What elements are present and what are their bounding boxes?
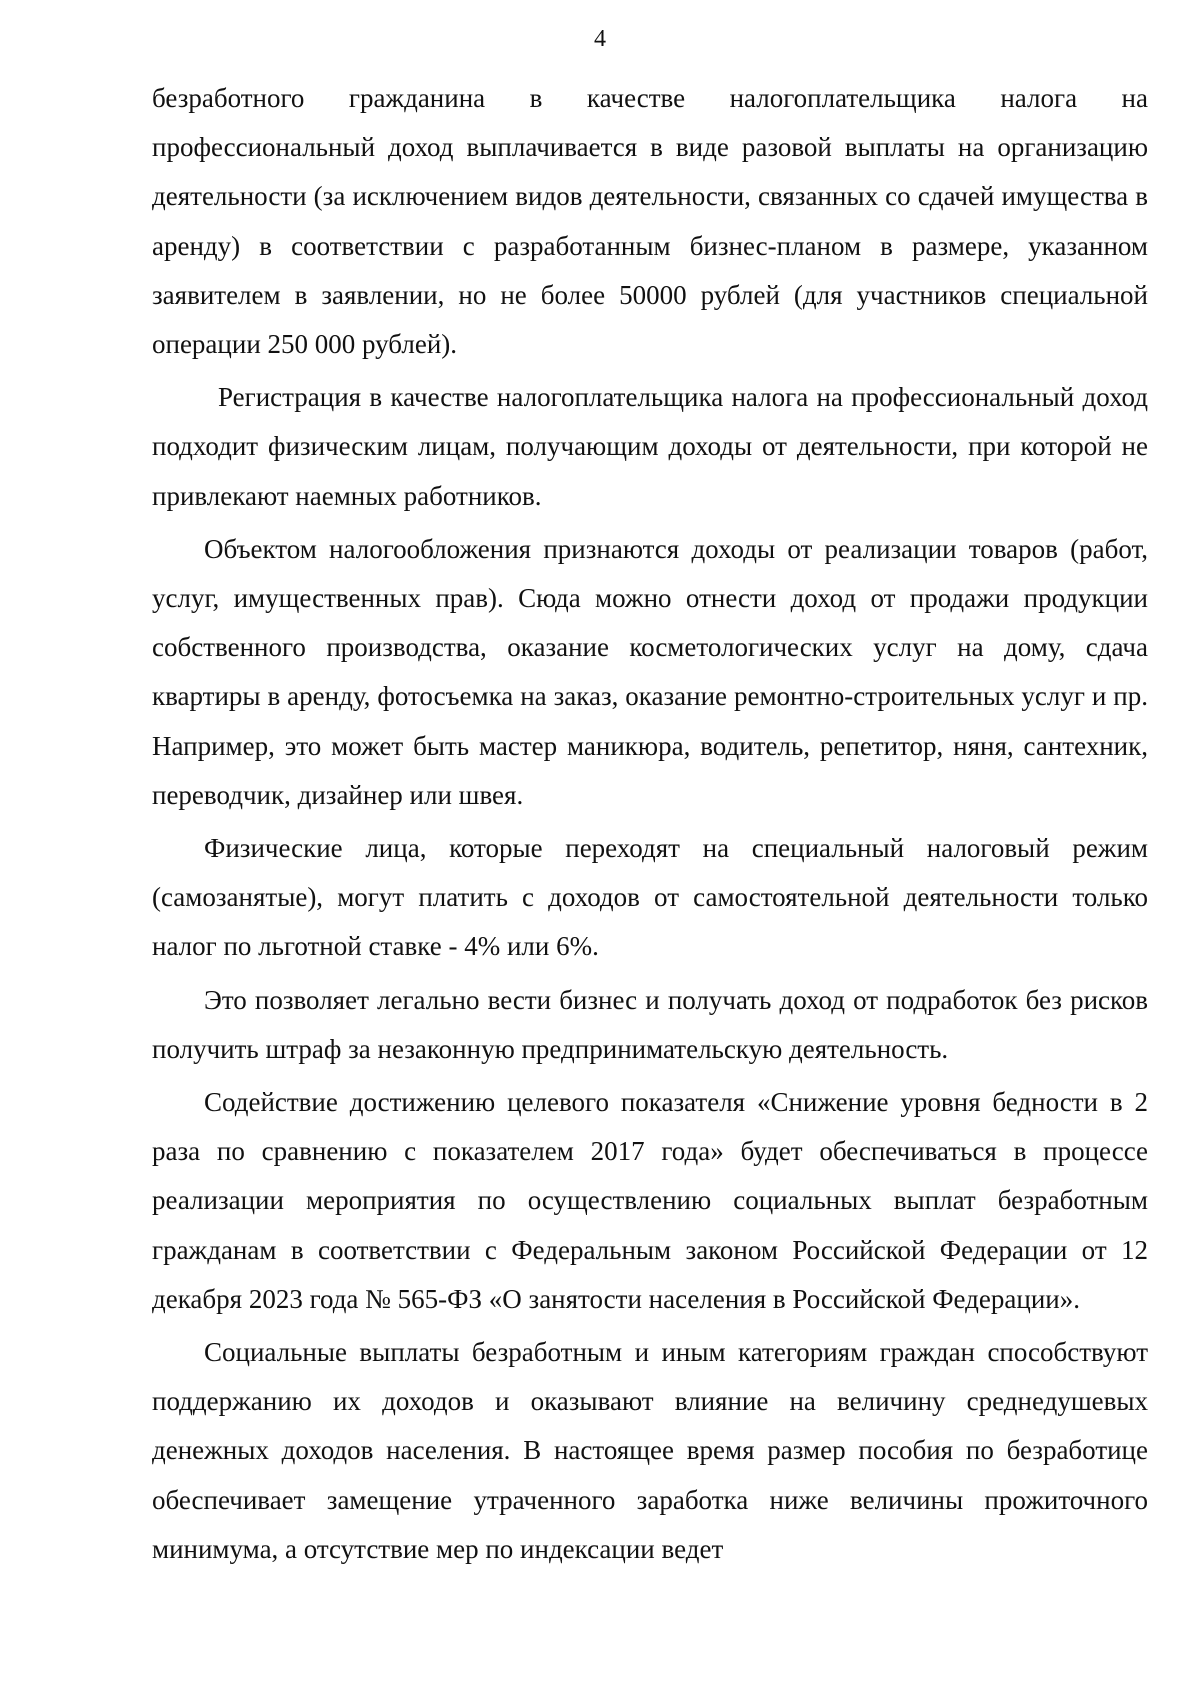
page-number: 4 [594,26,606,52]
paragraph-continuation: безработного гражданина в качестве налогоплательщика налога на профессиональный доход выплачивается в виде разовой выплаты на организацию деятельности (за исключением видов деятельности, связанных со сдачей имущества в аренду) в соответствии с разработанным бизнес-планом в размере, указанном заявителем в заявлении, но не более 50000 рублей (для участников специальной операции 250 000 рублей). [152,83,1148,360]
paragraph-social-payments: Социальные выплаты безработным и иным категориям граждан способствуют поддержанию их доходов и оказывают влияние на величину среднедушевых денежных доходов населения. В настоящее время размер пособия по безработице обеспечивает замещение утраченного заработка ниже величины прожиточного минимума, а отсутствие мер по индексации ведет [152,1337,1148,1564]
paragraph-poverty-target: Содействие достижению целевого показателя «Снижение уровня бедности в 2 раза по сравнению с показателем 2017 года» будет обеспечиваться в процессе реализации мероприятия по осуществлению социальных выплат безработным гражданам в соответствии с Федеральным законом Российской Федерации от 12 декабря 2023 года № 565-ФЗ «О занятости населения в Российской Федерации». [152,1087,1148,1314]
document-body [152,74,1148,1574]
paragraph-registration: Регистрация в качестве налогоплательщика налога на профессиональный доход подходит физическим лицам, получающим доходы от деятельности, при которой не привлекают наемных работников. [152,382,1148,511]
paragraph-self-employed: Физические лица, которые переходят на специальный налоговый режим (самозанятые), могут платить с доходов от самостоятельной деятельности только налог по льготной ставке - 4% или 6%. [152,833,1148,962]
paragraph-legal-business: Это позволяет легально вести бизнес и получать доход от подработок без рисков получить штраф за незаконную предпринимательскую деятельность. [152,984,1148,1064]
paragraph-taxation-object: Объектом налогообложения признаются доходы от реализации товаров (работ, услуг, имущественных прав). Сюда можно отнести доход от продажи продукции собственного производства, оказание косметологических услуг на дому, сдача квартиры в аренду, фотосъемка на заказ, оказание ремонтно-строительных услуг и пр. Например, это может быть мастер маникюра, водитель, репетитор, няня, сантехник, переводчик, дизайнер или швея. [152,533,1148,810]
